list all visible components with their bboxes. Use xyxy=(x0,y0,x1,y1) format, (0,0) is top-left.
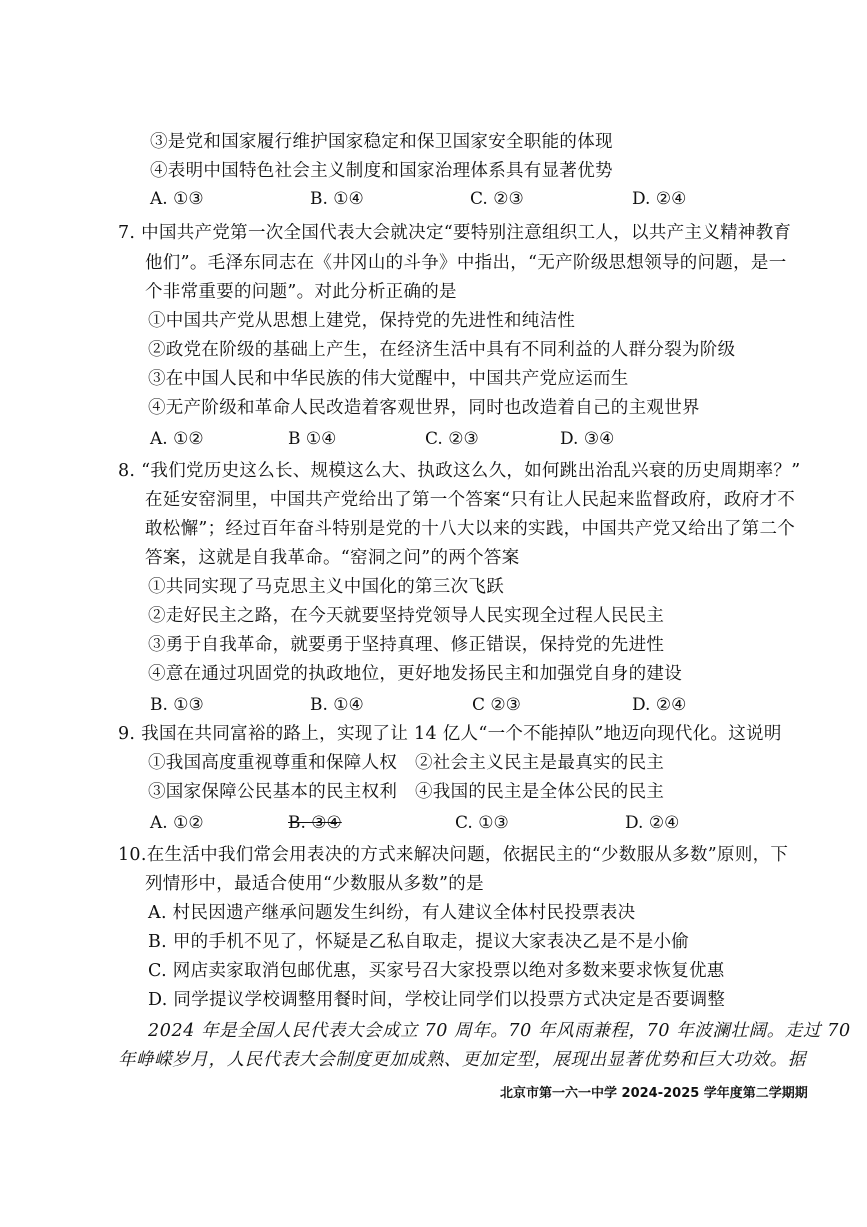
q9-item-4: ④我国的民主是全体公民的民主 xyxy=(415,782,665,802)
q10-option-d: D. 同学提议学校调整用餐时间，学校让同学们以投票方式决定是否要调整 xyxy=(148,990,726,1010)
page-footer: 北京市第一六一中学 2024-2025 学年度第二学期期 xyxy=(500,1086,808,1101)
q7-choice-d: D. ③④ xyxy=(560,429,615,449)
q6-choice-d: D. ②④ xyxy=(632,189,687,209)
q9-stem-line-1: 9. 我国在共同富裕的路上，实现了让 14 亿人“一个不能掉队”地迈向现代化。这说明 xyxy=(118,724,782,744)
q9-item-1: ①我国高度重视尊重和保障人权 xyxy=(148,753,398,773)
q8-item-3: ③勇于自我革命，就要勇于坚持真理、修正错误，保持党的先进性 xyxy=(148,635,665,655)
q9-choice-c: C. ①③ xyxy=(455,813,509,833)
q7-choice-c: C. ②③ xyxy=(425,429,479,449)
passage-line-2: 年峥嵘岁月，人民代表大会制度更加成熟、更加定型，展现出显著优势和巨大功效。据 xyxy=(118,1050,806,1070)
q9-choices xyxy=(150,812,750,834)
q8-choices xyxy=(150,694,750,716)
q7-item-4: ④无产阶级和革命人民改造着客观世界，同时也改造着自己的主观世界 xyxy=(148,398,700,418)
q6-choice-a: A. ①③ xyxy=(150,189,204,209)
q7-stem-line-2: 他们”。毛泽东同志在《井冈山的斗争》中指出，“无产阶级思想领导的问题，是一 xyxy=(145,253,787,273)
q7-choice-a: A. ①② xyxy=(150,429,204,449)
q10-stem-line-2: 列情形中，最适合使用“少数服从多数”的是 xyxy=(145,874,484,894)
q8-choice-d: D. ②④ xyxy=(632,695,687,715)
q9-choice-d: D. ②④ xyxy=(625,813,680,833)
q8-stem-line-4: 答案，这就是自我革命。“窑洞之问”的两个答案 xyxy=(145,548,520,568)
q8-item-2: ②走好民主之路，在今天就要坚持党领导人民实现全过程人民民主 xyxy=(148,606,665,626)
q9-item-3: ③国家保障公民基本的民主权利 xyxy=(148,782,398,802)
q9-choice-b: B. ③④ xyxy=(288,813,342,833)
q6-choice-b: B. ①④ xyxy=(310,189,364,209)
q8-choice-c: C ②③ xyxy=(472,695,521,715)
q7-stem-line-3: 个非常重要的问题”。对此分析正确的是 xyxy=(145,282,457,302)
q7-item-3: ③在中国人民和中华民族的伟大觉醒中，中国共产党应运而生 xyxy=(148,369,629,389)
q7-choices xyxy=(150,428,710,450)
q8-stem-line-3: 敢松懈”；经过百年奋斗特别是党的十八大以来的实践，中国共产党又给出了第二个 xyxy=(145,519,796,539)
q8-item-4: ④意在通过巩固党的执政地位，更好地发扬民主和加强党自身的建设 xyxy=(148,664,682,684)
q8-choice-b: B. ①④ xyxy=(310,695,364,715)
q9-choice-a: A. ①② xyxy=(150,813,204,833)
q8-stem-line-2: 在延安窑洞里，中国共产党给出了第一个答案“只有让人民起来监督政府，政府才不 xyxy=(145,490,796,510)
q8-stem-line-1: 8. “我们党历史这么长、规模这么大、执政这么久，如何跳出治乱兴衰的历史周期率？” xyxy=(118,461,801,481)
q7-stem-line-1: 7. 中国共产党第一次全国代表大会就决定“要特别注意组织工人，以共产主义精神教育 xyxy=(118,223,792,243)
q8-item-1: ①共同实现了马克思主义中国化的第三次飞跃 xyxy=(148,577,504,597)
q9-item-2: ②社会主义民主是最真实的民主 xyxy=(415,753,665,773)
q6-choices xyxy=(150,188,750,210)
q8-choice-a: B. ①③ xyxy=(150,695,204,715)
q10-stem-line-1: 10.在生活中我们常会用表决的方式来解决问题，依据民主的“少数服从多数”原则，下 xyxy=(118,845,789,865)
q7-choice-b: B ①④ xyxy=(288,429,337,449)
q10-option-a: A. 村民因遗产继承问题发生纠纷，有人建议全体村民投票表决 xyxy=(148,903,636,923)
q10-option-c: C. 网店卖家取消包邮优惠，买家号召大家投票以绝对多数来要求恢复优惠 xyxy=(148,961,725,981)
passage-line-1: 2024 年是全国人民代表大会成立 70 周年。70 年风雨兼程，70 年波澜壮阔。走过 70 xyxy=(148,1021,851,1041)
q6-choice-c: C. ②③ xyxy=(470,189,524,209)
q6-item-3: ③是党和国家履行维护国家稳定和保卫国家安全职能的体现 xyxy=(150,132,613,152)
q7-item-1: ①中国共产党从思想上建党，保持党的先进性和纯洁性 xyxy=(148,311,576,331)
q7-item-2: ②政党在阶级的基础上产生，在经济生活中具有不同利益的人群分裂为阶级 xyxy=(148,340,736,360)
q10-option-b: B. 甲的手机不见了，怀疑是乙私自取走，提议大家表决乙是不是小偷 xyxy=(148,932,690,952)
q6-item-4: ④表明中国特色社会主义制度和国家治理体系具有显著优势 xyxy=(150,161,613,181)
